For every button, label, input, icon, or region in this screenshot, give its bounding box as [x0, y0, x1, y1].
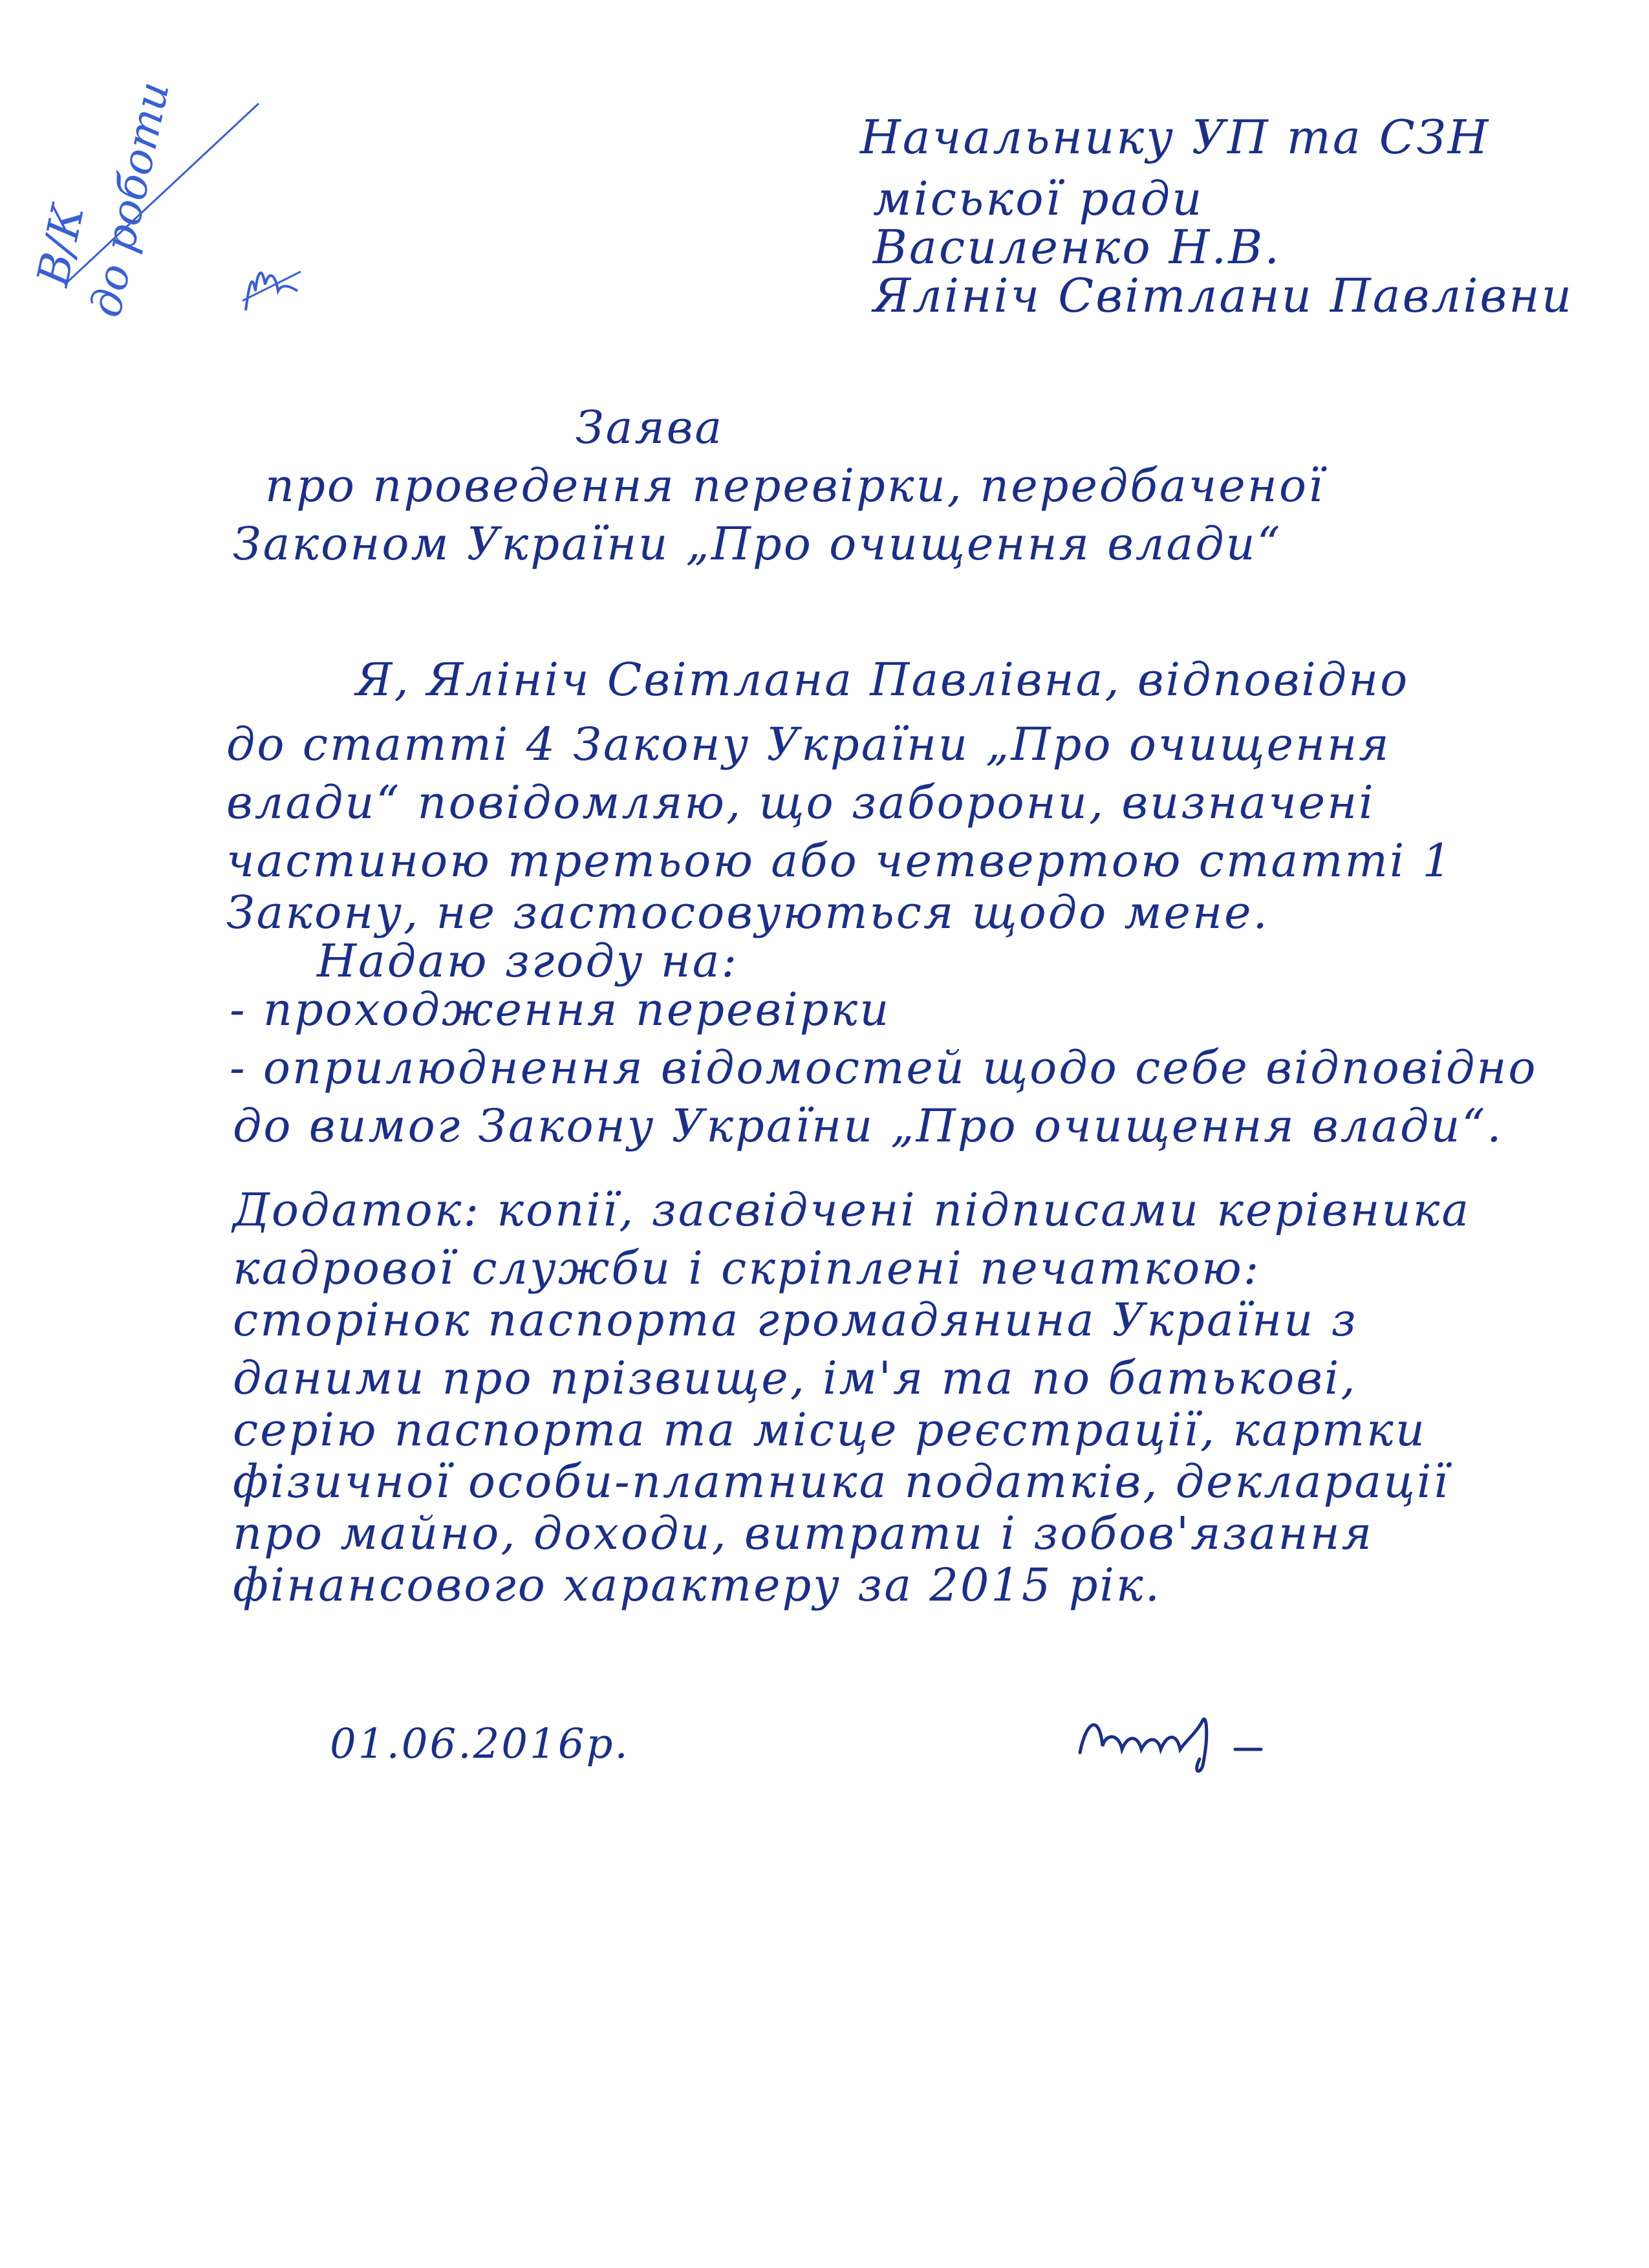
attachment-line: сторінок паспорта громадянина України з	[233, 1293, 1358, 1346]
attachment-line: про майно, доходи, витрати і зобов'язання	[233, 1507, 1374, 1560]
body-line: Надаю згоду на:	[317, 934, 739, 988]
document-title: Заява	[576, 401, 724, 454]
attachment-line: серію паспорта та місце реєстрації, картки	[233, 1403, 1427, 1456]
body-line: Я, Ялініч Світлана Павлівна, відповідно	[356, 653, 1410, 706]
applicant-signature	[1073, 1694, 1293, 1785]
title-subline-2: Законом України „Про очищення влади“	[233, 517, 1282, 570]
resolution-line-1: В/К	[27, 200, 95, 290]
body-list-item: - проходження перевірки	[230, 983, 891, 1036]
attachment-line: даними про прізвище, ім'я та по батькові,	[233, 1352, 1357, 1405]
body-line: до вимог Закону України „Про очищення влади“.	[233, 1099, 1503, 1152]
document-date: 01.06.2016р.	[330, 1720, 630, 1768]
resolution-line-2: до роботи	[80, 77, 179, 322]
resolution-signature	[52, 78, 323, 323]
title-subline-1: про проведення перевірки, передбаченої	[265, 459, 1325, 512]
addressee-line-1: Начальнику УП та СЗН	[860, 110, 1491, 164]
resolution-note	[27, 77, 323, 323]
attachment-line: фінансового характеру за 2015 рік.	[233, 1559, 1161, 1612]
body-line: частиною третьою або четвертою статті 1	[226, 834, 1454, 887]
addressee-line-4: Ялініч Світлани Павлівни	[873, 268, 1574, 323]
addressee-line-3: Василенко Н.В.	[873, 220, 1282, 274]
attachment-line: кадрової служби і скріплені печаткою:	[233, 1242, 1261, 1295]
attachment-line: фізичної особи-платника податків, декларації	[233, 1455, 1450, 1508]
addressee-line-2: міської ради	[873, 171, 1204, 226]
body-list-item: - оприлюднення відомостей щодо себе відповідно	[230, 1041, 1538, 1094]
attachment-line: Додаток: копії, засвідчені підписами керівника	[233, 1183, 1471, 1237]
body-line: Закону, не застосовуються щодо мене.	[226, 886, 1269, 939]
body-line: до статті 4 Закону України „Про очищення	[226, 718, 1391, 771]
body-line: влади“ повідомляю, що заборони, визначені	[226, 776, 1375, 829]
